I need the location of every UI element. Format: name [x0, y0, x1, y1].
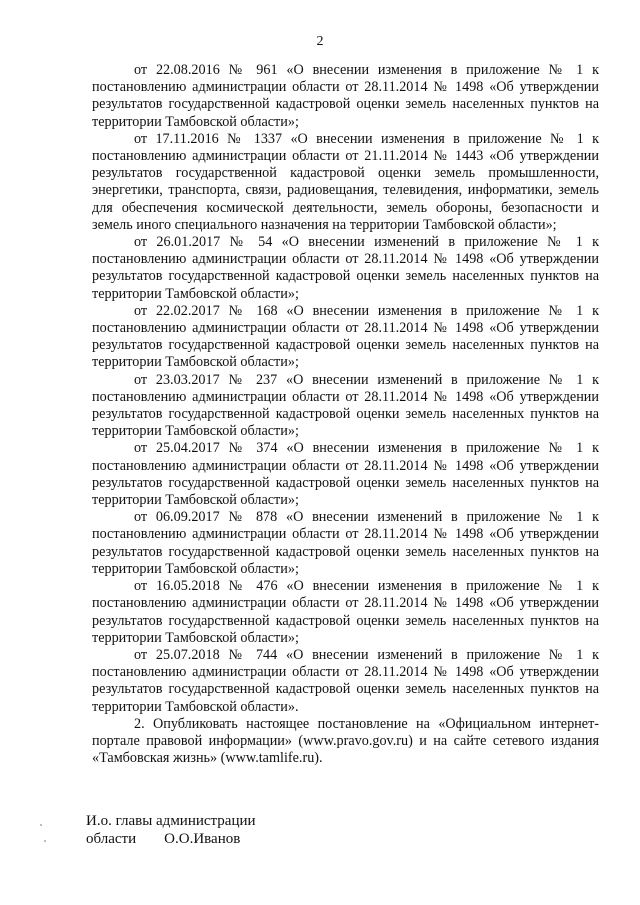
- publication-paragraph: 2. Опубликовать настоящее постановление на «Официальном интернет-портале правовой информации» (www.pravo.gov.ru) и на сайте сетевого издания «Тамбовская жизнь» (www.tamlife.ru).: [92, 715, 599, 767]
- signatory-name: О.О.Иванов: [164, 831, 241, 847]
- list-item: от 22.08.2016 № 961 «О внесении изменения в приложение № 1 к постановлению администрации области от 28.11.2014 № 1498 «Об утверждении результатов государственной кадастровой оценки земель населенных пунктов на территории Тамбовской области»;: [92, 62, 599, 130]
- list-item: от 25.07.2018 № 744 «О внесении изменений в приложение № 1 к постановлению администрации области от 28.11.2014 № 1498 «Об утверждении результатов государственной кадастровой оценки земель населенных пунктов на территории Тамбовской области».: [92, 646, 599, 715]
- scan-speck: [44, 840, 46, 842]
- signatory-line: [86, 830, 256, 848]
- list-item: от 22.02.2017 № 168 «О внесении изменения в приложение № 1 к постановлению администрации области от 28.11.2014 № 1498 «Об утверждении результатов государственной кадастровой оценки земель населенных пунктов на территории Тамбовской области»;: [92, 302, 599, 371]
- list-item: от 16.05.2018 № 476 «О внесении изменения в приложение № 1 к постановлению администрации области от 28.11.2014 № 1498 «Об утверждении результатов государственной кадастровой оценки земель населенных пунктов на территории Тамбовской области»;: [92, 578, 599, 646]
- document-body: [92, 62, 599, 767]
- signature-block: [86, 812, 256, 848]
- list-item: от 06.09.2017 № 878 «О внесении изменений в приложение № 1 к постановлению администрации области от 28.11.2014 № 1498 «Об утверждении результатов государственной кадастровой оценки земель населенных пунктов на территории Тамбовской области»;: [92, 509, 599, 577]
- list-item: от 17.11.2016 № 1337 «О внесении изменения в приложение № 1 к постановлению администрации области от 21.11.2014 № 1443 «Об утверждении результатов государственной кадастровой оценки земель промышленности, энергетики, транспорта, связи, радиовещания, телевидения, информатики, земель для обеспечения космической деятельности, земель обороны, безопасности и земель иного специального назначения на территории Тамбовской области»;: [92, 130, 599, 233]
- page-number: 2: [316, 34, 324, 49]
- signatory-position: И.о. главы администрации: [86, 813, 256, 829]
- list-item: от 23.03.2017 № 237 «О внесении изменений в приложение № 1 к постановлению администрации области от 28.11.2014 № 1498 «Об утверждении результатов государственной кадастровой оценки земель населенных пунктов на территории Тамбовской области»;: [92, 371, 599, 440]
- scan-speck: [40, 824, 42, 826]
- list-item: от 26.01.2017 № 54 «О внесении изменений в приложение № 1 к постановлению администрации области от 28.11.2014 № 1498 «Об утверждении результатов государственной кадастровой оценки земель населенных пунктов на территории Тамбовской области»;: [92, 234, 599, 302]
- signatory-position-cont: области: [86, 831, 137, 847]
- list-item: от 25.04.2017 № 374 «О внесении изменения в приложение № 1 к постановлению администрации области от 28.11.2014 № 1498 «Об утверждении результатов государственной кадастровой оценки земель населенных пунктов на территории Тамбовской области»;: [92, 440, 599, 509]
